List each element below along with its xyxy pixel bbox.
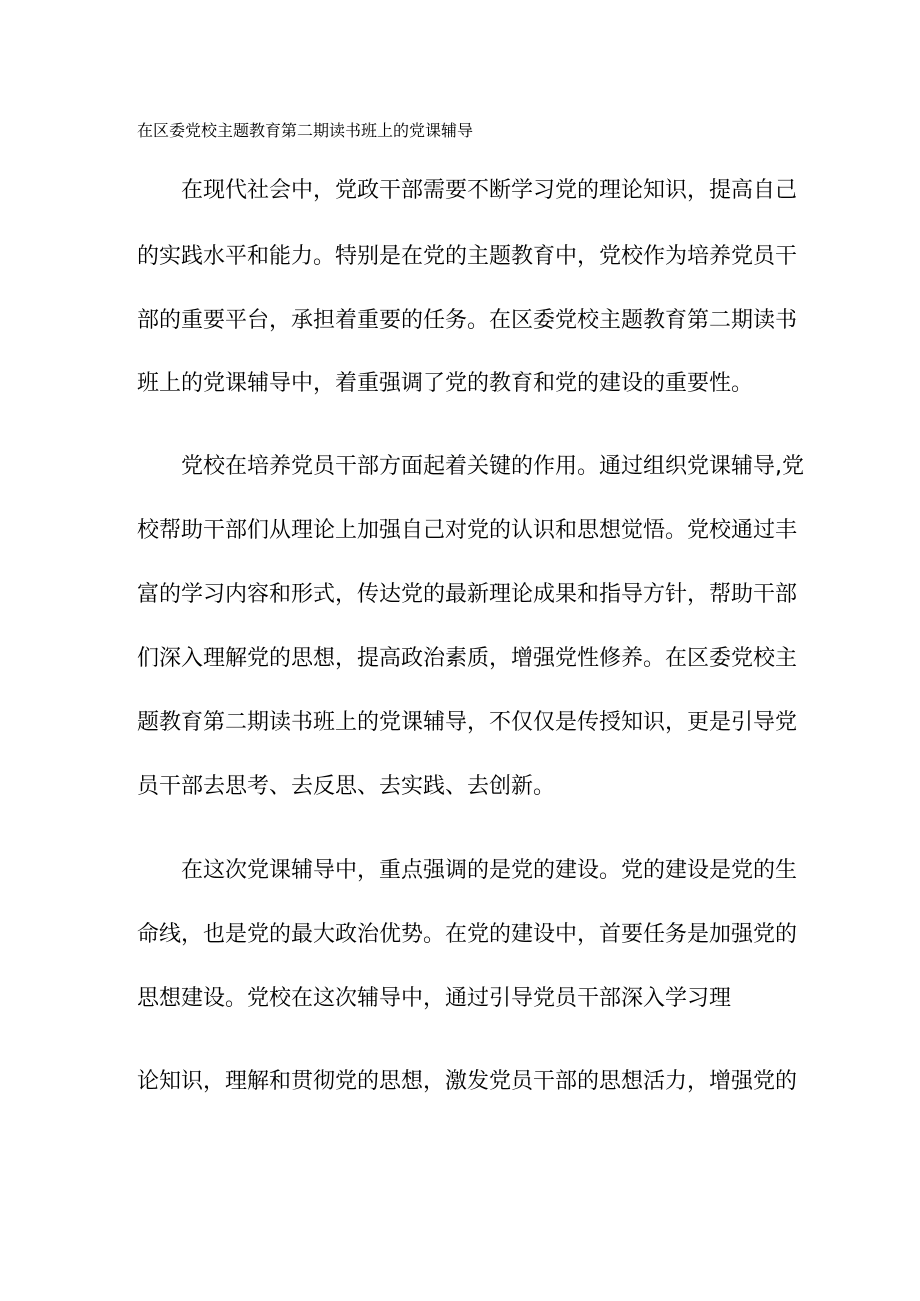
paragraph-2-line-4: 们深入理解党的思想，提高政治素质，增强党性修养。在区委党校主 — [137, 646, 798, 671]
paragraph-2-line-6: 员干部去思考、去反思、去实践、去创新。 — [137, 774, 556, 799]
paragraph-2-line-2: 校帮助干部们从理论上加强自己对党的认识和思想觉悟。党校通过丰 — [137, 518, 798, 543]
paragraph-3-line-3: 思想建设。党校在这次辅导中，通过引导党员干部深入学习理 — [137, 986, 732, 1011]
paragraph-1-line-3: 部的重要平台，承担着重要的任务。在区委党校主题教育第二期读书 — [137, 308, 798, 333]
paragraph-1-line-1: 在现代社会中，党政干部需要不断学习党的理论知识，提高自己 — [181, 178, 798, 203]
paragraph-3-line-1: 在这次党课辅导中，重点强调的是党的建设。党的建设是党的生 — [181, 858, 798, 883]
paragraph-3-line-2: 命线，也是党的最大政治优势。在党的建设中，首要任务是加强党的 — [137, 922, 798, 947]
paragraph-1-line-2: 的实践水平和能力。特别是在党的主题教育中，党校作为培养党员干 — [137, 244, 798, 269]
paragraph-1-line-4: 班上的党课辅导中，着重强调了党的教育和党的建设的重要性。 — [137, 371, 754, 396]
paragraph-3-line-4: 论知识，理解和贯彻党的思想，激发党员干部的思想活力，增强党的 — [137, 1069, 798, 1094]
paragraph-2-line-1: 党校在培养党员干部方面起着关键的作用。通过组织党课辅导,党 — [181, 454, 804, 479]
paragraph-2-line-3: 富的学习内容和形式，传达党的最新理论成果和指导方针，帮助干部 — [137, 582, 798, 607]
document-title: 在区委党校主题教育第二期读书班上的党课辅导 — [137, 121, 474, 140]
paragraph-2-line-5: 题教育第二期读书班上的党课辅导，不仅仅是传授知识，更是引导党 — [137, 710, 798, 735]
